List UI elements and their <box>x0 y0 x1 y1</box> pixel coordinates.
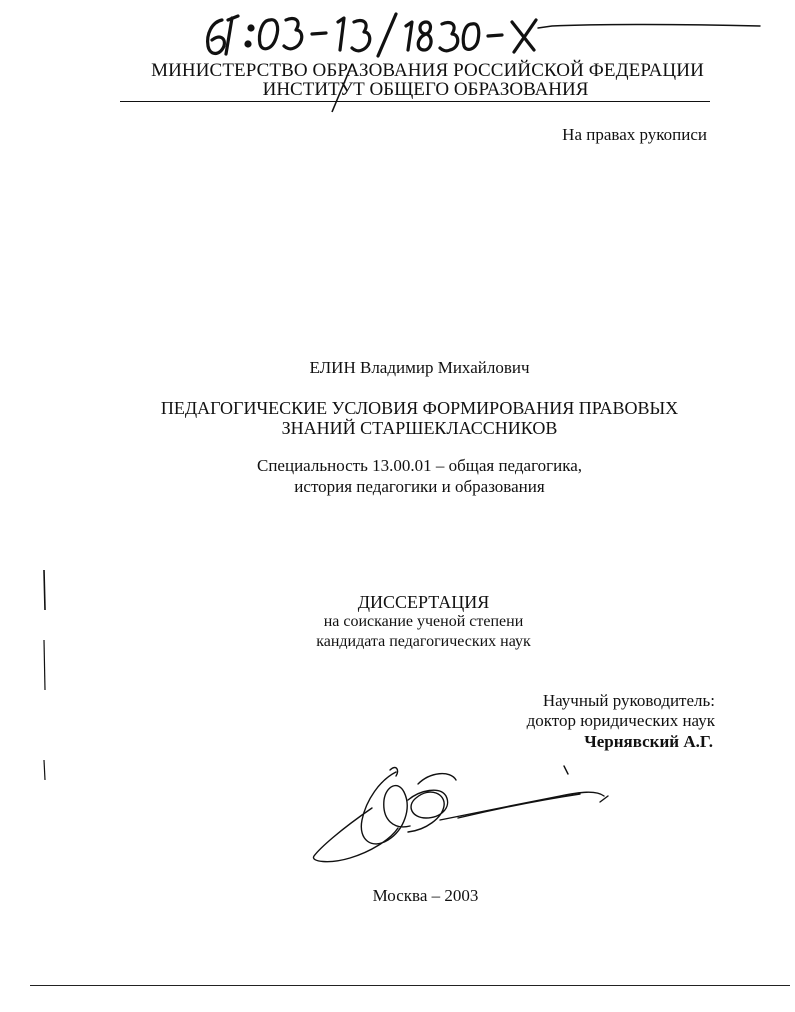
specialty-line-2: история педагогики и образования <box>294 477 545 496</box>
dissertation-heading: ДИССЕРТАЦИЯ <box>357 592 490 612</box>
dissertation-title-line-1: ПЕДАГОГИЧЕСКИЕ УСЛОВИЯ ФОРМИРОВАНИЯ ПРАВОВЫХ <box>160 398 679 418</box>
ministry-heading: МИНИСТЕРСТВО ОБРАЗОВАНИЯ РОССИЙСКОЙ ФЕДЕРАЦИИ <box>151 60 704 81</box>
bottom-edge-line <box>30 985 790 986</box>
degree-line-1: на соискание ученой степени <box>323 613 524 630</box>
signature-mark <box>313 766 608 862</box>
city-year: Москва – 2003 <box>372 886 479 905</box>
dissertation-title-line-2: ЗНАНИЙ СТАРШЕКЛАССНИКОВ <box>281 418 558 438</box>
author-name: ЕЛИН Владимир Михайлович <box>309 358 530 377</box>
advisor-name: Чернявский А.Г. <box>584 732 713 751</box>
specialty-line-1: Специальность 13.00.01 – общая педагогика, <box>257 456 582 475</box>
institute-heading: ИНСТИТУТ ОБЩЕГО ОБРАЗОВАНИЯ <box>262 79 589 100</box>
rights-note: На правах рукописи <box>562 125 707 144</box>
advisor-degree: доктор юридических наук <box>526 711 715 730</box>
advisor-label: Научный руководитель: <box>542 691 715 710</box>
degree-line-2: кандидата педагогических наук <box>316 633 531 650</box>
header-divider <box>120 101 710 102</box>
